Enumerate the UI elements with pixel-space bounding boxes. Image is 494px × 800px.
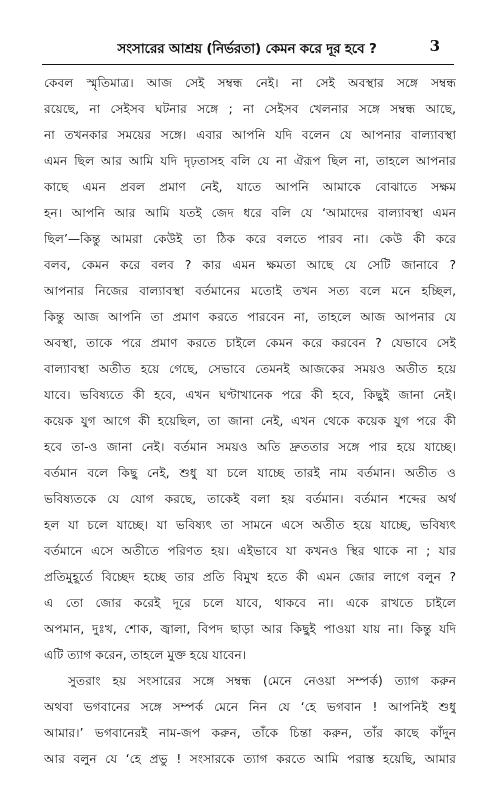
text-line: না তখনকার সময়ের সঙ্গে। এবার আপনি যদি বলেন যে আপনার বাল্যাবস্থা xyxy=(44,128,456,142)
text-line: কাছে এমন প্রবল প্রমাণ নেই, যাতে আপনি আমাকে বোঝাতে সক্ষম xyxy=(44,180,456,194)
text-line: ছিল’—কিন্তু আমরা কেউই তা ঠিক করে বলতে পারব না। কেউ কী করে xyxy=(44,232,456,246)
text-line: প্রতিমুহূর্তে বিচ্ছেদ হচ্ছে তার প্রতি বিমুখ হতে কী এমন জোর লাগে বলুন ? xyxy=(44,570,456,584)
text-line: কেবল স্মৃতিমাত্র। আজ সেই সম্বন্ধ নেই। না সেই অবস্থার সঙ্গে সম্বন্ধ xyxy=(44,76,456,90)
text-line: হন। আপনি আর আমি যতই জেদ ধরে বলি যে ‘আমাদের বাল্যাবস্থা এমন xyxy=(44,206,456,220)
text-line: হল যা চলে যাচ্ছে। যা ভবিষ্যৎ তা সামনে এসে অতীত হয়ে যাচ্ছে, ভবিষ্যৎ xyxy=(44,518,456,532)
text-line: এমন ছিল আর আমি যদি দৃঢ়তাসহ বলি যে না ঐরূপ ছিল না, তাহলে আপনার xyxy=(44,154,456,168)
running-title: সংসারের আশ্রয় (নির্ভরতা) কেমন করে দূর হবে ? xyxy=(117,41,377,57)
text-line: কয়েক যুগ আগে কী হয়েছিল, তা জানা নেই, এখন থেকে কয়েক যুগ পরে কী xyxy=(44,414,456,428)
text-line: অথবা ভগবানের সঙ্গে সম্পর্ক মেনে নিন যে ‘হে ভগবান ! আপনিই শুধু xyxy=(44,700,456,714)
page-header xyxy=(0,34,494,60)
header-rule xyxy=(42,64,454,65)
text-line: আর বলুন যে ‘হে প্রভু ! সংসারকে ত্যাগ করতে আমি পরাস্ত হয়েছি, আমার xyxy=(44,752,456,766)
text-line: বলব, কেমন করে বলব ? কার এমন ক্ষমতা আছে যে সেটি জানাবে ? xyxy=(44,258,456,272)
text-line: এ তো জোর করেই দূরে চলে যাবে, থাকবে না। একে রাখতে চাইলে xyxy=(44,596,456,610)
text-line: অবস্থা, তাকে পরে প্রমাণ করতে চাইলে কেমন করে করবেন ? যেভাবে সেই xyxy=(44,336,456,350)
page-number: 3 xyxy=(429,37,440,55)
text-line: যাবে। ভবিষ্যতে কী হবে, এখন ঘণ্টাখানেক পরে কী হবে, কিছুই জানা নেই। xyxy=(44,388,456,402)
text-line: হবে তা-ও জানা নেই। বর্তমান সময়ও অতি দ্রুততার সঙ্গে পার হয়ে যাচ্ছে। xyxy=(44,440,456,454)
text-line: অপমান, দুঃখ, শোক, জ্বালা, বিপদ ছাড়া আর কিছুই পাওয়া যায় না। কিন্তু যদি xyxy=(44,622,456,636)
paragraph-end-line: এটি ত্যাগ করেন, তাহলে মুক্ত হয়ে যাবেন। xyxy=(44,648,247,662)
text-line: ভবিষ্যতকে যে যোগ করছে, তাকেই বলা হয় বর্তমান। বর্তমান শব্দের অর্থ xyxy=(44,492,456,506)
text-line: আপনার নিজের বাল্যাবস্থা বর্তমানের মতোই তখন সত্য বলে মনে হচ্ছিল, xyxy=(44,284,456,298)
text-line: বাল্যাবস্থা অতীত হয়ে গেছে, সেভাবে তেমনই আজকের সময়ও অতীত হয়ে xyxy=(44,362,456,376)
body-text xyxy=(44,70,456,772)
text-line: আমার।’ ভগবানেরই নাম-জপ করুন, তাঁকে চিন্তা করুন, তাঁর কাছে কাঁদুন xyxy=(44,726,456,740)
text-line: বর্তমান বলে কিছু নেই, শুধু যা চলে যাচ্ছে তারই নাম বর্তমান। অতীত ও xyxy=(44,466,456,480)
text-line: কিন্তু আজ আপনি তা প্রমাণ করতে পারবেন না, তাহলে আজ আপনার যে xyxy=(44,310,456,324)
paragraph-start-line: সুতরাং হয় সংসারের সঙ্গে সম্বন্ধ (মেনে নেওয়া সম্পর্ক) ত্যাগ করুন xyxy=(68,674,456,688)
text-line: বর্তমানে এসে অতীতে পরিণত হয়। এইভাবে যা কখনও স্থির থাকে না ; যার xyxy=(44,544,456,558)
text-line: রয়েছে, না সেইসব ঘটনার সঙ্গে ; না সেইসব খেলনার সঙ্গে সম্বন্ধ আছে, xyxy=(44,102,456,116)
